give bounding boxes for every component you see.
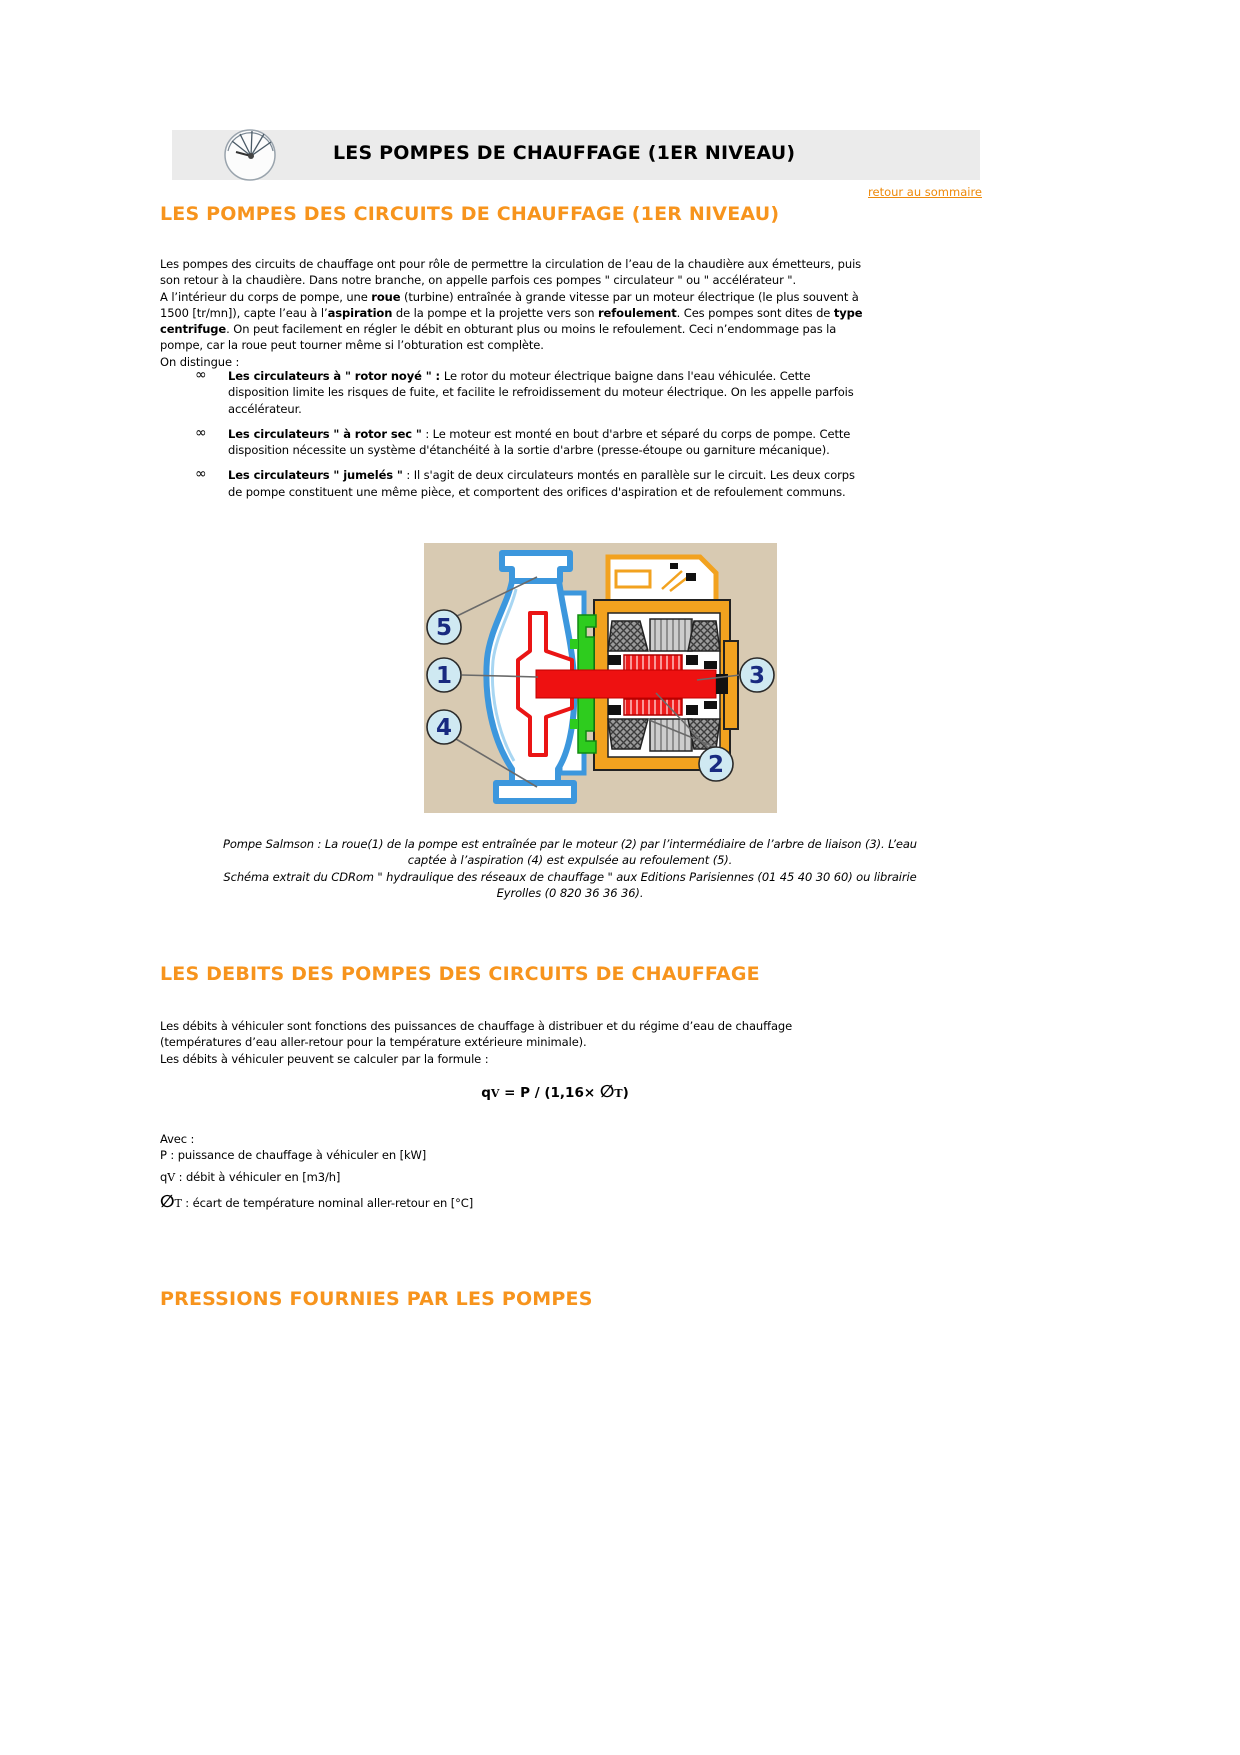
intro-paragraph-2: A l’intérieur du corps de pompe, une roue (turbine) entraînée à grande vitesse par un moteur électrique (le plus souvent à 1500 [tr/mn]), capte l’eau à l’aspiration de la pompe et la projette vers son refoulement. Ces pompes sont dites de type centrifuge. On peut facilement en régler le débit en obturant plus ou moins le refoulement. Ceci n’endommage pas la pompe, car la roue peut tourner même si l’obturation est complète. (160, 289, 863, 353)
page-title: LES POMPES DE CHAUFFAGE (1ER NIVEAU) (333, 142, 796, 164)
list-item (160, 426, 990, 459)
diagram-label-2 (699, 747, 733, 781)
section-heading-debits: LES DEBITS DES POMPES DES CIRCUITS DE CHAUFFAGE (160, 963, 760, 985)
figure-caption: Pompe Salmson : La roue(1) de la pompe est entraînée par le moteur (2) par l’intermédiaire de l’arbre de liaison (3). L’eau captée à l’aspiration (4) est expulsée au refoulement (5). Schéma extrait du CDRom " hydraulique des réseaux de chauffage " aux Editions Parisiennes (01 45 40 30 60) ou librairie Eyrolles (0 820 36 36 36). (222, 837, 917, 900)
svg-text:2: 2 (707, 752, 725, 778)
intro-paragraphs (160, 256, 990, 370)
list-item-text: Les circulateurs " jumelés " : Il s'agit de deux circulateurs montés en parallèle sur le circuit. Les deux corps de pompe constituent une même pièce, et comportent des orifices d'aspiration et de refoulement communs. (228, 468, 855, 499)
circulator-list (160, 368, 990, 509)
diagram-label-1 (427, 658, 461, 692)
variable-row-p: P : puissance de chauffage à véhiculer en [kW] (160, 1148, 427, 1163)
gauge-icon (220, 128, 282, 182)
section-heading-pompes: LES POMPES DES CIRCUITS DE CHAUFFAGE (1ER NIVEAU) (160, 203, 780, 225)
section-heading-pressions: PRESSIONS FOURNIES PAR LES POMPES (160, 1288, 593, 1310)
infinity-bullet-icon: ∞ (195, 367, 207, 383)
avec-label: Avec : (160, 1132, 195, 1146)
list-item (160, 467, 990, 500)
delta-symbol: ∅ (599, 1082, 615, 1102)
list-item-text: Les circulateurs " à rotor sec " : Le moteur est monté en bout d'arbre et séparé du corps de pompe. Cette disposition nécessite un système d'étanchéité à la sortie d'arbre (presse-étoupe ou garniture mécanique). (228, 426, 851, 458)
svg-text:4: 4 (435, 715, 453, 741)
infinity-bullet-icon: ∞ (195, 466, 207, 483)
back-to-summary-link[interactable]: retour au sommaire (868, 185, 982, 199)
diagram-label-3 (740, 658, 774, 692)
svg-text:3: 3 (748, 663, 766, 689)
infinity-bullet-icon: ∞ (195, 424, 207, 441)
list-item-text: Les circulateurs à " rotor noyé " : Le rotor du moteur électrique baigne dans l'eau véhiculée. Cette disposition limite les risques de fuite, et facilite le refroidissement du moteur électrique. On les appelle parfois accélérateur. (228, 369, 854, 416)
formula-legend (160, 1131, 860, 1212)
debits-paragraph: Les débits à véhiculer sont fonctions des puissances de chauffage à distribuer et du régime d’eau de chauffage (températures d’eau aller-retour pour la température extérieure minimale). Les débits à véhiculer peuvent se calculer par la formule : (160, 1019, 793, 1066)
delta-symbol: ∅ (160, 1191, 175, 1212)
variable-row-qv: qV : débit à véhiculer en [m3/h] (160, 1169, 341, 1184)
diagram-label-4 (427, 710, 461, 744)
variable-row-deltat: ∅T : écart de température nominal aller-retour en [°C] (160, 1191, 474, 1212)
intro-paragraph-1: Les pompes des circuits de chauffage ont pour rôle de permettre la circulation de l’eau de la chaudière aux émetteurs, puis son retour à la chaudière. Dans notre branche, on appelle parfois ces pompes " circulateur " ou " accélérateur ". (160, 257, 862, 288)
pump-diagram (424, 543, 777, 813)
svg-text:5: 5 (435, 615, 453, 641)
flow-formula: qV = P / (1,16× ∅T) (481, 1082, 629, 1102)
intro-paragraph-3: On distingue : (160, 354, 240, 369)
diagram-label-5 (427, 610, 461, 644)
list-item (160, 368, 990, 417)
header-bar (172, 130, 980, 180)
svg-text:1: 1 (435, 663, 453, 689)
drive-shaft (536, 670, 728, 698)
